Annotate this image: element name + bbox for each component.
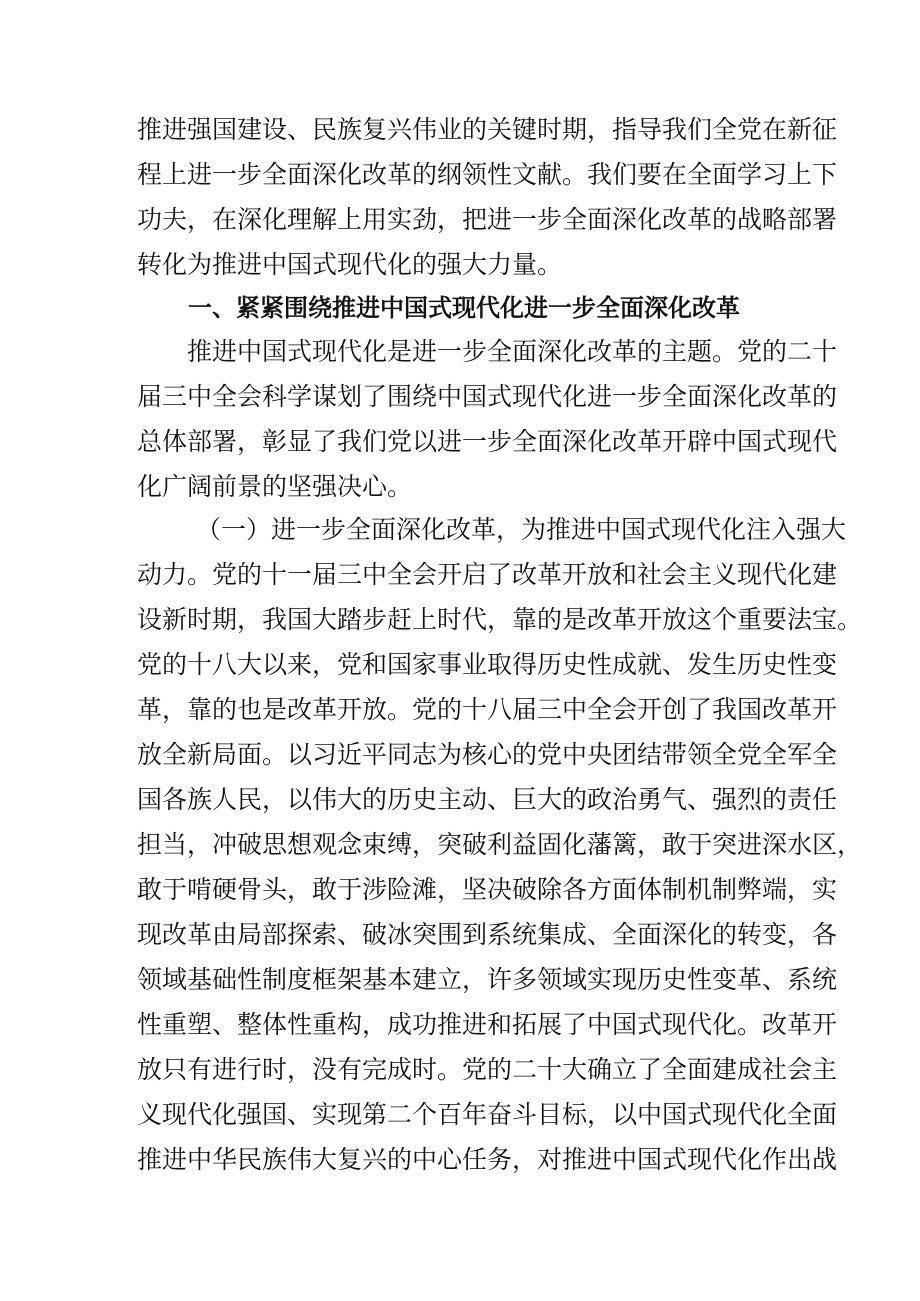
text-line: 敢于啃硬骨头，敢于涉险滩，坚决破除各方面体制机制弊端，实 — [137, 875, 838, 904]
text-line: 放只有进行时，没有完成时。党的二十大确立了全面建成社会主 — [137, 1055, 838, 1084]
text-line: 推进中国式现代化是进一步全面深化改革的主题。党的二十 — [187, 337, 838, 366]
text-line: 程上进一步全面深化改革的纲领性文献。我们要在全面学习上下 — [137, 160, 838, 189]
text-line: 国各族人民，以伟大的历史主动、巨大的政治勇气、强烈的责任 — [137, 785, 838, 814]
text-line: 义现代化强国、实现第二个百年奋斗目标，以中国式现代化全面 — [137, 1100, 838, 1129]
text-line: 动力。党的十一届三中全会开启了改革开放和社会主义现代化建 — [137, 560, 838, 589]
text-line: 领域基础性制度框架基本建立，许多领域实现历史性变革、系统 — [137, 965, 838, 994]
text-line: 党的十八大以来，党和国家事业取得历史性成就、发生历史性变 — [137, 650, 838, 679]
text-line: 届三中全会科学谋划了围绕中国式现代化进一步全面深化改革的 — [137, 382, 838, 411]
text-line: 总体部署，彰显了我们党以进一步全面深化改革开辟中国式现代 — [137, 427, 838, 456]
text-line: 推进中华民族伟大复兴的中心任务，对推进中国式现代化作出战 — [137, 1145, 838, 1174]
section-heading: 一、紧紧围绕推进中国式现代化进一步全面深化改革 — [188, 294, 740, 322]
text-line: 担当，冲破思想观念束缚，突破利益固化藩篱，敢于突进深水区， — [137, 830, 863, 859]
text-line: （一）进一步全面深化改革，为推进中国式现代化注入强大 — [196, 515, 847, 544]
text-line: 转化为推进中国式现代化的强大力量。 — [137, 250, 563, 279]
text-line: 放全新局面。以习近平同志为核心的党中央团结带领全党全军全 — [137, 740, 838, 769]
text-line: 革，靠的也是改革开放。党的十八届三中全会开创了我国改革开 — [137, 695, 838, 724]
text-line: 推进强国建设、民族复兴伟业的关键时期，指导我们全党在新征 — [137, 115, 838, 144]
text-line: 性重塑、整体性重构，成功推进和拓展了中国式现代化。改革开 — [137, 1010, 838, 1039]
text-line: 现改革由局部探索、破冰突围到系统集成、全面深化的转变，各 — [137, 920, 838, 949]
text-line: 功夫，在深化理解上用实劲，把进一步全面深化改革的战略部署 — [137, 205, 838, 234]
text-line: 化广阔前景的坚强决心。 — [137, 472, 413, 501]
text-line: 设新时期，我国大踏步赶上时代，靠的是改革开放这个重要法宝。 — [137, 605, 863, 634]
